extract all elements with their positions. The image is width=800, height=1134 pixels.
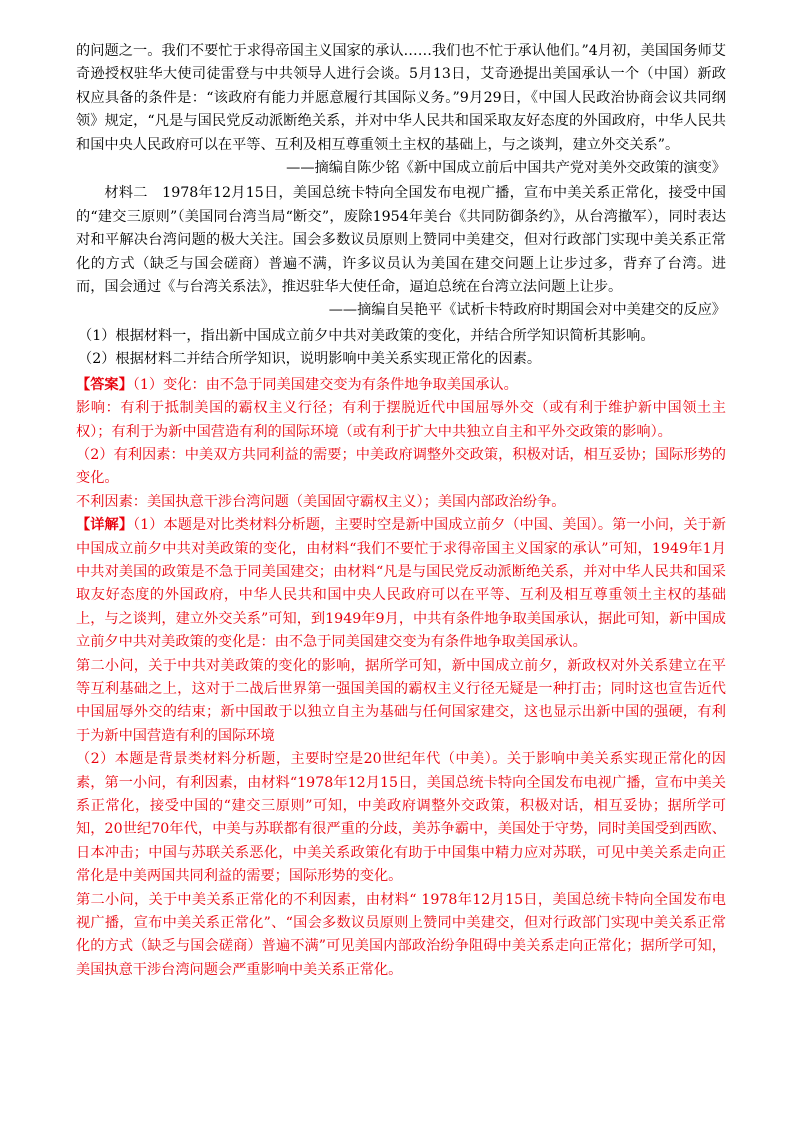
answer-impact: 影响：有利于抵制美国的霸权主义行径；有利于摆脱近代中国屈辱外交（或有利于维护新中国领土主权）；有利于为新中国营造有利的国际环境（或有利于扩大中共独立自主和平外交政策的影响）。 <box>76 400 726 440</box>
material-one <box>76 40 726 180</box>
explanation-line-one <box>76 514 726 654</box>
answer-line-one <box>76 374 726 397</box>
material-one-source: ——摘编自陈少铭《新中国成立前后中国共产党对美外交政策的演变》 <box>286 160 726 177</box>
explanation-part-three: （2）本题是背景类材料分析题，主要时空是20世纪年代（中美）。关于影响中美关系实现正常化的因素，第一小问，有利因素，由材料“1978年12月15日，美国总统卡特向全国发布电视广播，宣布中美关系正常化，接受中国的“建交三原则”可知，中美政府调整外交政策，积极对话，相互妥协；据所学可知，20世纪70年代，中美与苏联都有很严重的分歧，美苏争霸中，美国处于守势，同时美国受到西欧、日本冲击；中国与苏联关系恶化，中美关系政策化有助于中国集中精力应对苏联，可见中美关系走向正常化是中美两国共同利益的需要；国际形势的变化。 <box>76 751 726 885</box>
questions <box>76 325 726 372</box>
question-two: （2）根据材料二并结合所学知识，说明影响中美关系实现正常化的因素。 <box>78 351 542 368</box>
question-one: （1）根据材料一，指出新中国成立前夕中共对美政策的变化，并结合所学知识简析其影响。 <box>78 327 655 344</box>
explanation-section <box>76 514 726 982</box>
material-two-text: 材料二 1978年12月15日，美国总统卡特向全国发布电视广播，宣布中美关系正常化，接受中国的“建交三原则”（美国同台湾当局“断交”，废除1954年美台《共同防御条约》，从台湾撤军），同时表达对和平解决台湾问题的极大关注。国会多数议员原则上赞同中美建交，但对行政部门实现中美关系正常化的方式（缺乏与国会磋商）普遍不满，许多议员认为美国在建交问题上让步过多，背弃了台湾。进而，国会通过《与台湾关系法》，推迟驻华大使任命，逼迫总统在台湾立法问题上让步。 <box>76 185 726 296</box>
answer-section <box>76 374 726 514</box>
answer-unfavorable: 不利因素：美国执意干涉台湾问题（美国固守霸权主义）；美国内部政治纷争。 <box>76 493 566 510</box>
explanation-part-four: 第二小问，关于中美关系正常化的不利因素，由材料“ 1978年12月15日，美国总统卡特向全国发布电视广播，宣布中美关系正常化”、“国会多数议员原则上赞同中美建交，但对行政部门实现中美关系正常化的方式（缺乏与国会磋商）普遍不满”可见美国内部政治纷争阻碍中美关系走向正常化；据所学可知，美国执意干涉台湾问题会严重影响中美关系正常化。 <box>76 891 726 978</box>
material-two-source: ——摘编自吴艳平《试析卡特政府时期国会对中美建交的反应》 <box>328 302 726 319</box>
explanation-tag: 【详解】 <box>76 517 133 534</box>
explanation-part-two: 第二小问，关于中共对美政策的变化的影响，据所学可知，新中国成立前夕，新政权对外关系建立在平等互利基础之上，这对于二战后世界第一强国美国的霸权主义行径无疑是一种打击；同时这也宣告近代中国屈辱外交的结束；新中国敢于以独立自主为基础与任何国家建交，这也显示出新中国的强硬，有利于为新中国营造有利的国际环境 <box>76 657 726 744</box>
answer-tag: 【答案】 <box>76 376 133 393</box>
material-one-text: 的问题之一。我们不要忙于求得帝国主义国家的承认……我们也不忙于承认他们。”4月初，美国国务师艾奇逊授权驻华大使司徒雷登与中共领导人进行会谈。5月13日，艾奇逊提出美国承认一个（中国）新政权应具备的条件是：“该政府有能力并愿意履行其国际义务。”9月29日，《中国人民政治协商会议共同纲领》规定，“凡是与国民党反动派断绝关系，并对中华人民共和国采取友好态度的外国政府，中华人民共和国中央人民政府可以在平等、互利及相互尊重领土主权的基础上，与之谈判，建立外交关系”。 <box>76 43 726 153</box>
material-two <box>76 182 726 322</box>
explanation-part-one: （1）本题是对比类材料分析题，主要时空是新中国成立前夕（中国、美国）。第一小问，关于新中国成立前夕中共对美政策的变化，由材料“我们不要忙于求得帝国主义国家的承认”可知，1949年1月中共对美国的政策是不急于同美国建交；由材料“凡是与国民党反动派断绝关系，并对中华人民共和国采取友好态度的外国政府，中华人民共和国中央人民政府可以在平等、互利及相互尊重领土主权的基础上，与之谈判，建立外交关系”可知，到1949年9月，中共有条件地争取美国承认，据此可知，新中国成立前夕中共对美政策的变化是：由不急于同美国建交变为有条件地争取美国承认。 <box>76 517 726 651</box>
answer-favorable: （2）有利因素：中美双方共同利益的需要；中美政府调整外交政策，积极对话，相互妥协；国际形势的变化。 <box>76 446 726 487</box>
document-page <box>76 40 726 982</box>
answer-change: （1）变化：由不急于同美国建交变为有条件地争取美国承认。 <box>132 376 518 393</box>
